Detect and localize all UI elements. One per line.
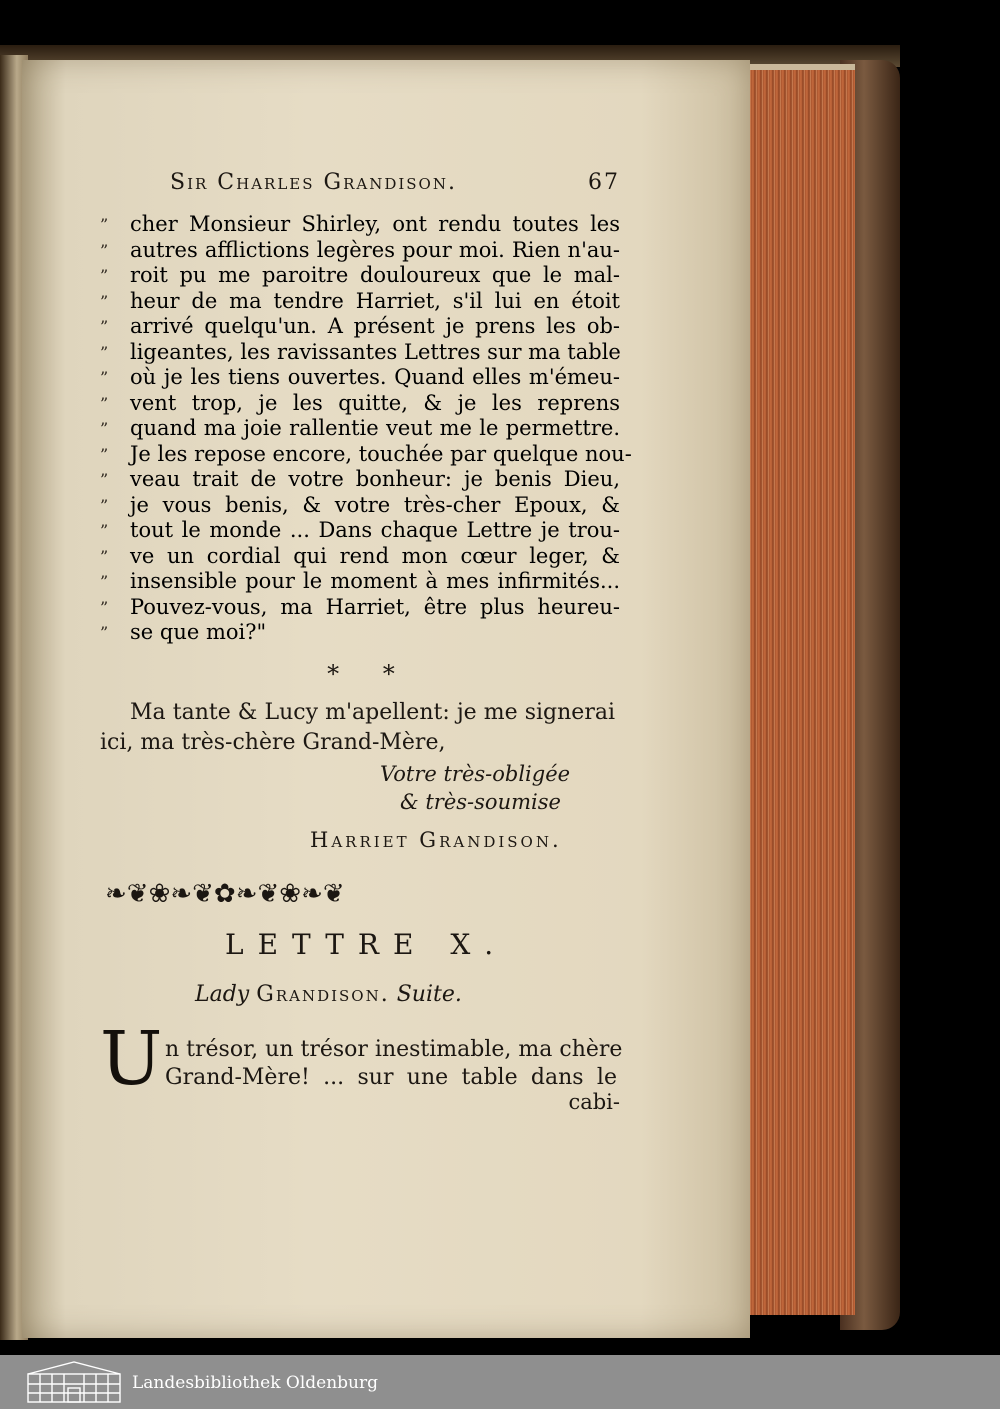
quote-line-text: heur de ma tendre Harriet, s'il lui en étoit (130, 288, 620, 313)
quote-mark: ” (100, 623, 109, 642)
quote-line (100, 314, 620, 340)
quote-line-text: Je les repose encore, touchée par quelque nou- (130, 441, 632, 466)
letter-closing (380, 760, 620, 816)
drop-cap: U (100, 1016, 163, 1102)
quote-line (100, 238, 620, 264)
quote-line-text: quand ma joie rallentie veut me le permettre. (130, 416, 620, 440)
quote-mark: ” (100, 444, 109, 464)
quote-mark: ” (100, 597, 109, 617)
quote-mark: ” (100, 521, 109, 540)
quote-line (100, 518, 620, 544)
quote-line (100, 365, 620, 391)
body-line: n trésor, un trésor inestimable, ma chère (165, 1037, 623, 1062)
quote-line (100, 391, 620, 417)
quote-line (100, 467, 620, 493)
page-number: 67 (588, 170, 620, 195)
quote-line (100, 493, 620, 519)
subheading-italic-tail: Suite. (396, 982, 462, 1007)
quote-mark: ” (100, 470, 109, 489)
quote-line (100, 569, 620, 595)
quote-mark: ” (100, 368, 109, 387)
closing-paragraph (100, 698, 615, 758)
paragraph-line: Ma tante & Lucy m'apellent: je me signerai (130, 700, 615, 725)
closing-line: & très-soumise (400, 790, 561, 814)
signature: Harriet Grandison. (310, 828, 562, 852)
quote-line-text: cher Monsieur Shirley, ont rendu toutes les (130, 212, 620, 236)
quote-line-text: vent trop, je les quitte, & je les reprens (130, 390, 620, 415)
quote-line-text: je vous benis, & votre très-cher Epoux, & (130, 492, 620, 517)
quote-line-text: arrivé quelqu'un. A présent je prens les ob- (130, 314, 620, 338)
quote-mark: ” (100, 342, 109, 362)
quote-line-text: roit pu me paroitre douloureux que le mal- (130, 263, 620, 287)
subheading-italic-lead: Lady (195, 982, 250, 1007)
quote-mark: ” (100, 393, 109, 413)
section-asterisks: * * (327, 660, 413, 688)
letter-heading: LETTRE X. (225, 928, 508, 961)
quote-line-text: insensible pour le moment à mes infirmités... (130, 569, 620, 593)
quote-line (100, 441, 632, 468)
quote-line-text: ligeantes, les ravissantes Lettres sur ma table (130, 339, 621, 364)
quote-line-text: ve un cordial qui rend mon cœur leger, & (130, 543, 620, 568)
quote-mark: ” (100, 240, 109, 260)
quote-mark: ” (100, 266, 109, 285)
quote-mark: ” (100, 495, 109, 515)
quote-line-text: veau trait de votre bonheur: je benis Dieu, (130, 467, 620, 491)
library-name: Landesbibliothek Oldenburg (132, 1373, 379, 1393)
quote-line (100, 212, 620, 238)
quote-line-text: Pouvez-vous, ma Harriet, être plus heureu- (130, 594, 620, 619)
catchword: cabi- (568, 1090, 620, 1114)
quote-line-text: se que moi?" (130, 620, 267, 644)
quote-mark: ” (100, 546, 109, 566)
quoted-letter-text (100, 212, 632, 646)
footer-bar (0, 1355, 1000, 1409)
running-head (170, 170, 620, 200)
quote-line (100, 340, 620, 366)
quote-mark: ” (100, 291, 109, 311)
quote-line (100, 595, 620, 621)
quote-line (100, 263, 620, 289)
quote-line (100, 289, 620, 315)
library-building-icon (26, 1360, 122, 1404)
body-line: Grand-Mère! ... sur une table dans le (165, 1065, 617, 1090)
quote-mark: ” (100, 215, 109, 234)
printers-ornament-band: ❧❦❀❧❦✿❧❦❀❧❦ (105, 879, 345, 909)
letter-body (165, 1036, 623, 1092)
quote-line (100, 416, 620, 442)
quote-mark: ” (100, 419, 109, 438)
running-head-title: Sir Charles Grandison. (170, 170, 457, 195)
closing-line: Votre très-obligée (380, 762, 571, 786)
quote-line-text: autres afflictions legères pour moi. Rien n'au- (130, 237, 620, 262)
letter-subheading (195, 982, 555, 1007)
page-fore-edge (745, 70, 855, 1315)
quote-line-text: tout le monde ... Dans chaque Lettre je trou- (130, 518, 620, 542)
quote-line (100, 544, 620, 570)
quote-line (100, 620, 620, 646)
quote-line-text: où je les tiens ouvertes. Quand elles m'émeu- (130, 365, 620, 389)
quote-mark: ” (100, 572, 109, 591)
subheading-name: Grandison. (256, 982, 390, 1007)
quote-mark: ” (100, 317, 109, 336)
paragraph-line: ici, ma très-chère Grand-Mère, (100, 730, 446, 755)
